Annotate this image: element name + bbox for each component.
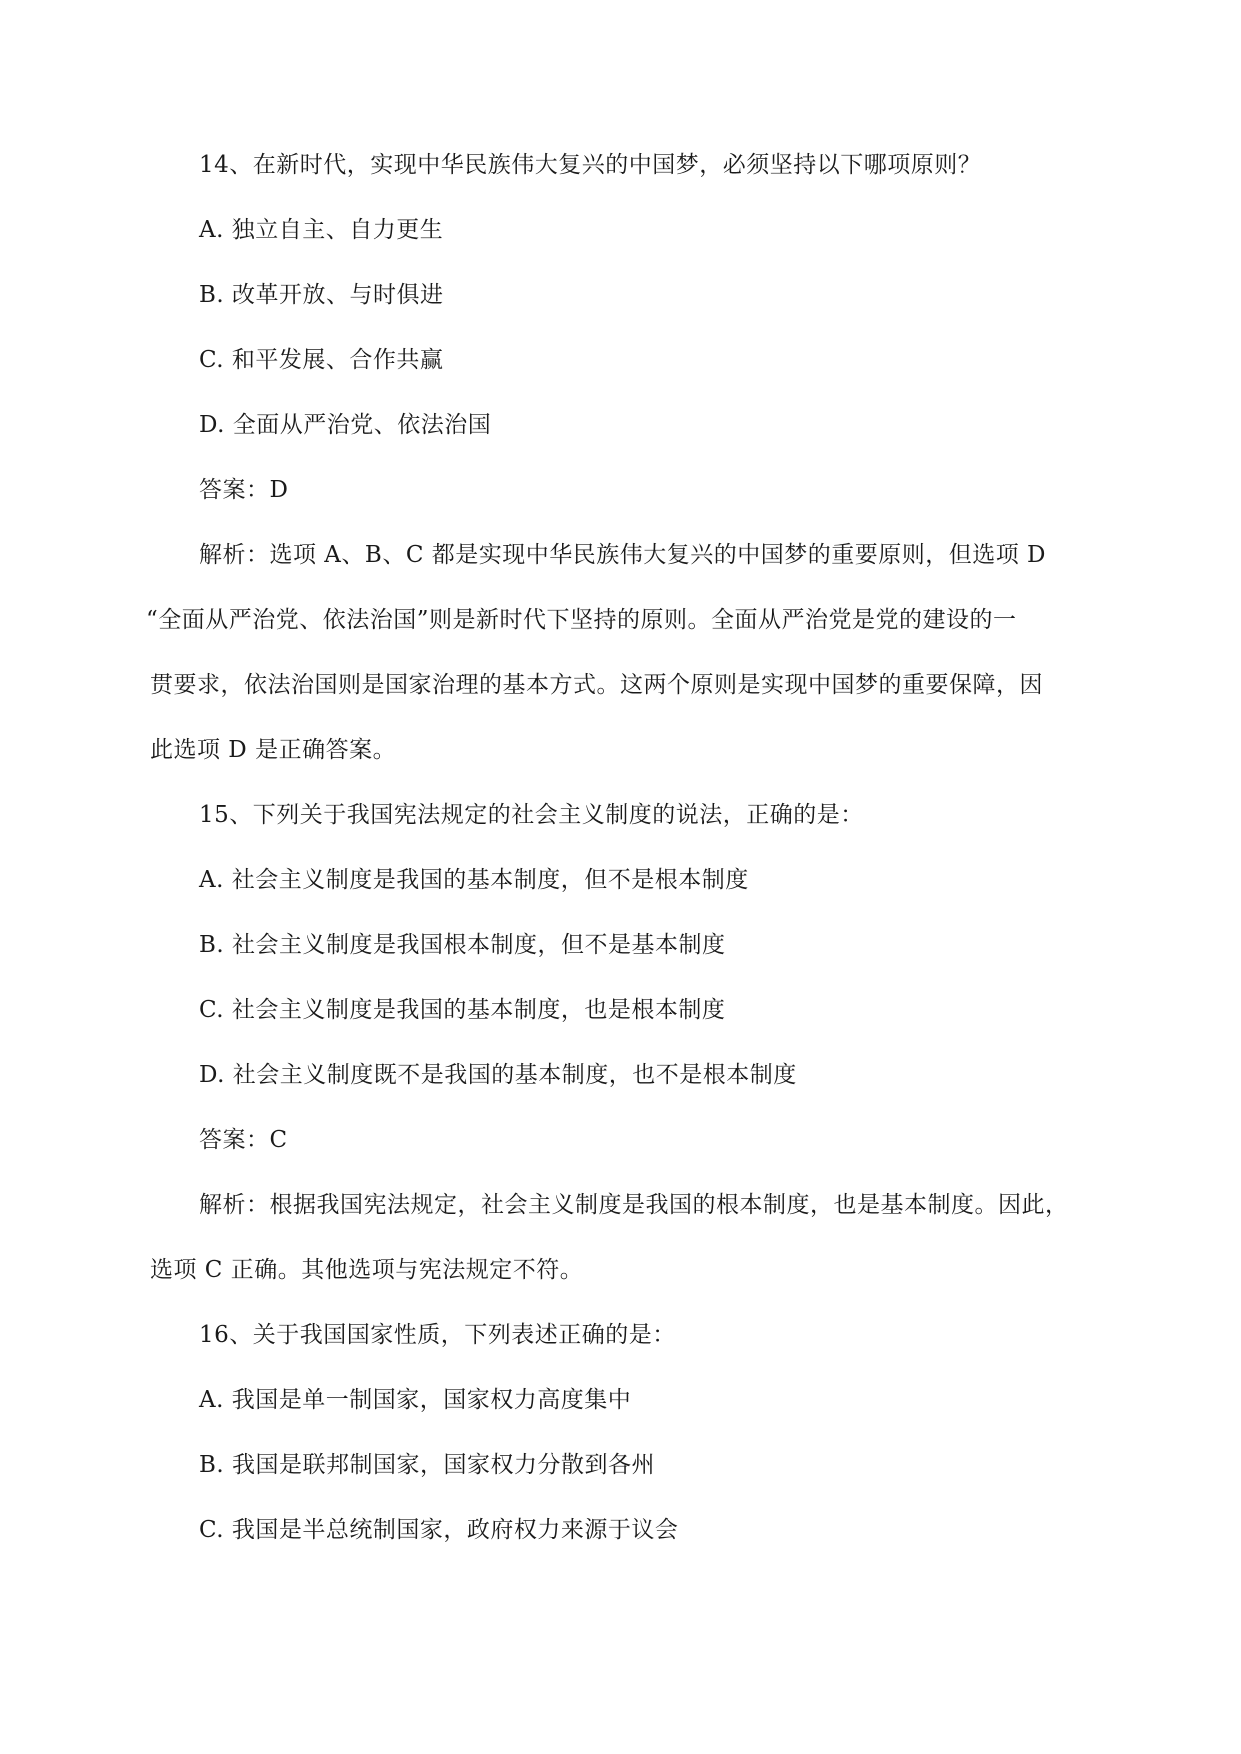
question-16-text: 16、关于我国国家性质，下列表述正确的是： (199, 1322, 676, 1348)
question-14-option-d: D. 全面从严治党、依法治国 (199, 412, 492, 438)
question-16-option-a: A. 我国是单一制国家，国家权力高度集中 (199, 1387, 632, 1413)
question-15-analysis-line-2: 选项 C 正确。其他选项与宪法规定不符。 (150, 1257, 584, 1283)
question-14-analysis-line-2: “全面从严治党、依法治国”则是新时代下坚持的原则。全面从严治党是党的建设的一 (146, 607, 1017, 633)
question-14-analysis-line-4: 此选项 D 是正确答案。 (150, 737, 397, 763)
question-14-answer: 答案：D (199, 477, 289, 503)
question-16-option-b: B. 我国是联邦制国家，国家权力分散到各州 (199, 1452, 656, 1478)
question-14-option-a: A. 独立自主、自力更生 (199, 217, 444, 243)
question-14-option-c: C. 和平发展、合作共赢 (199, 347, 444, 373)
question-15-analysis-line-1: 解析：根据我国宪法规定，社会主义制度是我国的根本制度，也是基本制度。因此， (199, 1192, 1069, 1218)
question-15-option-c: C. 社会主义制度是我国的基本制度，也是根本制度 (199, 997, 726, 1023)
question-15-answer: 答案：C (199, 1127, 288, 1153)
question-15-option-b: B. 社会主义制度是我国根本制度，但不是基本制度 (199, 932, 726, 958)
question-15-text: 15、下列关于我国宪法规定的社会主义制度的说法，正确的是： (199, 802, 864, 828)
question-15-option-d: D. 社会主义制度既不是我国的基本制度，也不是根本制度 (199, 1062, 797, 1088)
question-16-option-c: C. 我国是半总统制国家，政府权力来源于议会 (199, 1517, 679, 1543)
question-14-analysis-line-3: 贯要求，依法治国则是国家治理的基本方式。这两个原则是实现中国梦的重要保障，因 (150, 672, 1043, 698)
question-14-text: 14、在新时代，实现中华民族伟大复兴的中国梦，必须坚持以下哪项原则？ (199, 152, 982, 178)
question-15-option-a: A. 社会主义制度是我国的基本制度，但不是根本制度 (199, 867, 749, 893)
question-14-analysis-line-1: 解析：选项 A、B、C 都是实现中华民族伟大复兴的中国梦的重要原则，但选项 D (199, 542, 1046, 568)
question-14-option-b: B. 改革开放、与时俱进 (199, 282, 444, 308)
